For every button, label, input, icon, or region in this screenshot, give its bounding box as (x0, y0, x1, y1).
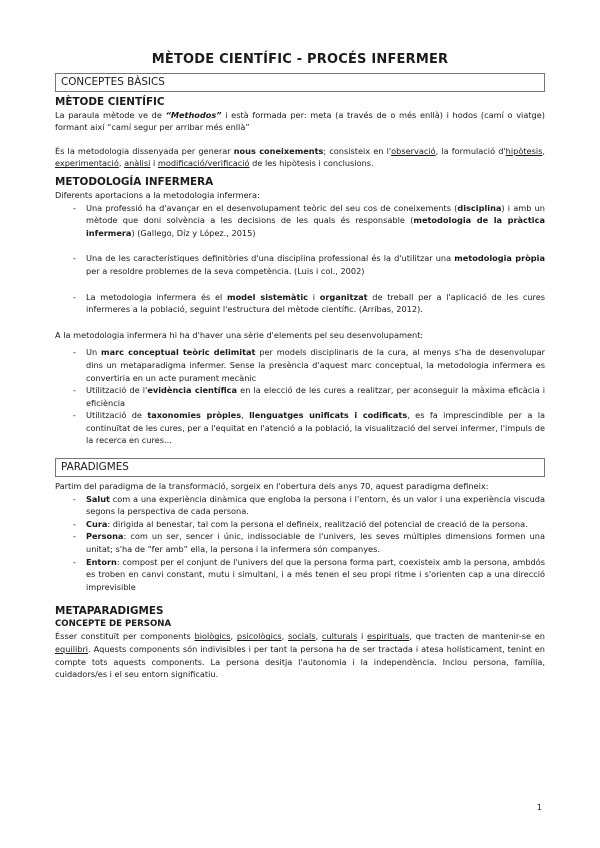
document-title: MÈTODE CIENTÍFIC - PROCÉS INFERMER (151, 52, 449, 67)
list-item: - Un marc conceptual teòric delimitat per models disciplinaris de la cura, al menys s'ha de desenvolupar dins un metaparadigma infermer. Sense la presència d'aquest marc conceptual, la metodologia infermera es convertiria en un acte purament mecànic (73, 346, 545, 384)
paragraph-metodologia: És la metodologia dissenyada per generar nous coneixements; consisteix en l'observació, la formulació d'hipòtesis, experimentació, anàlisi i modificació/verificació de les hipòtesis i conclusions. (55, 145, 545, 169)
paragraph-concepte-persona: Ésser constituït per components biològics, psicològics, socials, culturals i espirituals, que tracten de mantenir-se en equilibri. Aquests components són indivisibles i per tant la persona ha de ser tractada i atesa holísticament, tenint en compte tots aquests components. La persona desitja l'autonomia i la independència. Inclou persona, família, cuidadors/es i el seu entorn significatiu. (55, 631, 545, 680)
list-item: - Utilització de l'evidència científica en la elecció de les cures a realitzar, per aconseguir la màxima eficàcia i eficiència (73, 384, 545, 409)
subheading-concepte-persona: CONCEPTE DE PERSONA (55, 619, 172, 630)
list-item: - Utilització de taxonomies pròpies, llenguatges unificats i codificats, es fa imprescindible per a la continuïtat de les cures, per a l'equitat en l'atenció a la població, la visualització del servei infermer, l'impuls de la recerca en cures... (73, 409, 545, 447)
list-aportacions (55, 202, 545, 316)
list-item: - Una professió ha d'avançar en el desenvolupament teòric del seu cos de coneixements (disciplina) i amb un mètode que doni solvència a les decisions de les quals és responsable (metodologia de la pràctica infermera) (Gallego, Díz y López., 2015) (73, 202, 545, 240)
heading-metode-cientific: MÈTODE CIENTÍFIC (55, 95, 165, 108)
list-paradigmes (55, 493, 545, 594)
section-box-conceptes: CONCEPTES BÀSICS (55, 73, 545, 92)
list-item: - La metodologia infermera és el model sistemàtic i organitzat de treball per a l'aplicació de les cures infermeres a la població, seguint l'estructura del mètode científic. (Arribas, 2012). (73, 291, 545, 316)
heading-metodologia-infermera: METODOLOGÍA INFERMERA (55, 175, 214, 188)
paragraph-aportacions-intro: Diferents aportacions a la metodologia infermera: (55, 189, 260, 200)
document-page (55, 54, 545, 681)
section-box-paradigmes: PARADIGMES (55, 458, 545, 477)
paragraph-elements-intro: A la metodologia infermera hi ha d'haver una sèrie d'elements pel seu desenvolupament: (55, 329, 424, 340)
list-elements (55, 346, 545, 447)
page-number: 1 (536, 802, 542, 812)
list-item: - Salut com a una experiència dinàmica que engloba la persona i l'entorn, és un valor i una experiència viscuda segons la perspectiva de cada persona. (73, 493, 545, 518)
list-item: - Cura: dirigida al benestar, tal com la persona el defineix, realització del potencial de creació de la persona. (73, 518, 545, 531)
list-item: - Persona: com un ser, sencer i únic, indissociable de l'univers, les seves múltiples dimensions formen una unitat; s'ha de “fer amb” ella, la persona i la infermera són companyes. (73, 530, 545, 555)
paragraph-methodos: La paraula mètode ve de “Methodos” i està formada per: meta (a través de o més enllà) i hodos (camí o viatge) formant així “camí segur per arribar més enllà” (55, 109, 545, 133)
list-item: - Entorn: compost per el conjunt de l'univers del que la persona forma part, coexisteix amb la persona, ambdós es troben en canvi constant, mutu i simultani, i a més tenen el seu propi ritme i s'orienten cap a una direcció imprevisible (73, 556, 545, 594)
list-item: - Una de les característiques definitòries d'una disciplina professional és la d'utilitzar una metodologia pròpia per a resoldre problemes de la seva competència. (Luis i col., 2002) (73, 252, 545, 277)
paragraph-paradigmes-intro: Partim del paradigma de la transformació, sorgeix en l'obertura dels anys 70, aquest paradigma defineix: (55, 481, 489, 492)
heading-metaparadigmes: METAPARADIGMES (55, 605, 164, 618)
